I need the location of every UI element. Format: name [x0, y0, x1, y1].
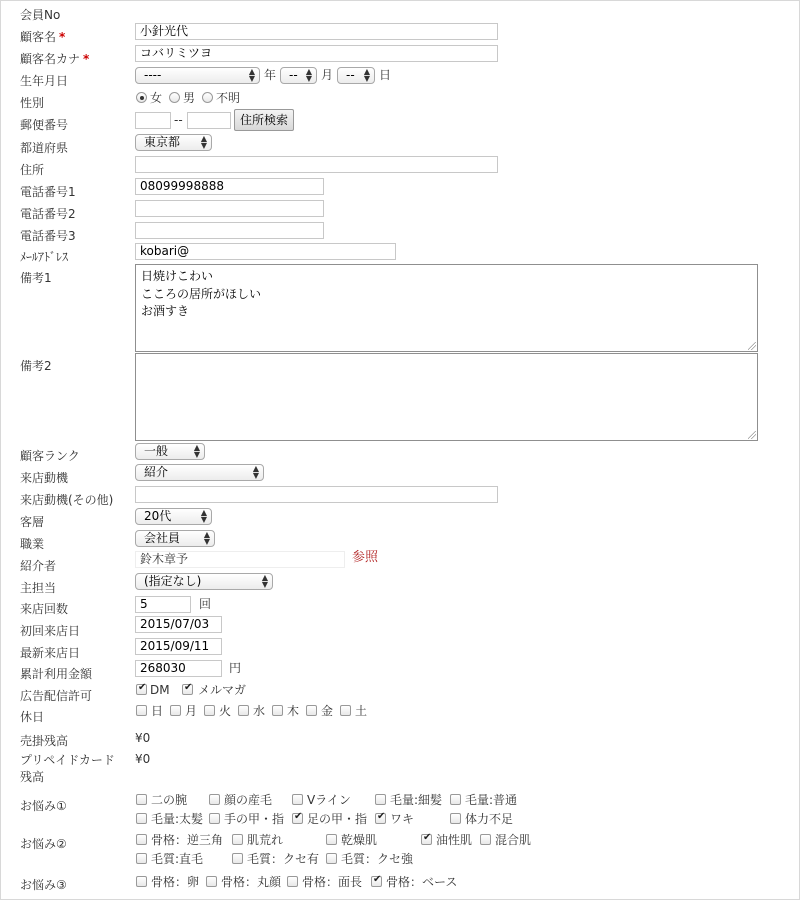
worry1-option-label: 手の甲・指 — [224, 812, 285, 826]
worry3-option-checkbox[interactable] — [206, 876, 217, 887]
worry1-option-checkbox[interactable] — [375, 794, 386, 805]
worry1-option-checkbox[interactable] — [209, 813, 220, 824]
customer-kana-label-text: 顧客名カナ — [20, 52, 81, 66]
chevron-updown-icon: ▲ ▼ — [305, 67, 312, 83]
gender-radio-male[interactable] — [169, 92, 180, 103]
worry2-option-label: 毛質:直毛 — [151, 852, 204, 866]
chevron-updown-icon: ▲ ▼ — [248, 67, 255, 83]
worry1-option-checkbox[interactable] — [375, 813, 386, 824]
gender-option-unknown: 不明 — [216, 91, 241, 105]
worry1-option-label: 顔の産毛 — [224, 793, 273, 807]
worry3-option-label: 骨格：ベース — [386, 875, 458, 889]
required-mark: * — [59, 30, 66, 44]
prepaid-label-line1: プリペイドカード — [20, 753, 115, 767]
total-amount-unit: 円 — [229, 661, 242, 675]
birth-year-value: ---- — [144, 68, 162, 82]
worry1-option-checkbox[interactable] — [450, 794, 461, 805]
email-input[interactable]: kobari@ — [135, 243, 396, 260]
member-no-label: 会員No — [20, 8, 61, 22]
worry2-option-checkbox[interactable] — [136, 834, 147, 845]
zip-search-button[interactable]: 住所検索 — [234, 109, 294, 131]
job-label: 職業 — [20, 537, 45, 551]
chevron-updown-icon: ▲ ▼ — [252, 464, 259, 480]
worry2-option-label: 毛質：クセ有 — [247, 852, 320, 866]
holiday-option-checkbox[interactable] — [170, 705, 181, 716]
zip-code-label: 郵便番号 — [20, 118, 69, 132]
reference-link[interactable]: 参照 — [352, 550, 379, 565]
birth-month-select[interactable] — [280, 67, 317, 84]
note1-line: こころの居所がほしい — [141, 286, 262, 301]
worry2-option-label: 毛質：クセ強 — [341, 852, 414, 866]
holiday-option-label: 水 — [253, 704, 266, 718]
ad-mailmag-checkbox[interactable] — [182, 684, 193, 695]
worry1-option-label: ワキ — [390, 812, 415, 826]
first-visit-input[interactable]: 2015/07/03 — [135, 616, 222, 633]
email-label: ﾒｰﾙｱﾄﾞﾚｽ — [20, 250, 69, 264]
birth-day-value: -- — [346, 68, 355, 82]
resize-grip-icon[interactable] — [748, 342, 756, 350]
worry3-option-label: 骨格：丸顔 — [221, 875, 282, 889]
prepaid-label-line2: 残高 — [20, 770, 45, 784]
holiday-option-checkbox[interactable] — [340, 705, 351, 716]
tel2-input[interactable] — [135, 200, 324, 217]
gender-label: 性別 — [20, 96, 45, 110]
age-group-value: 20代 — [144, 509, 172, 523]
worry1-option-label: Vライン — [307, 793, 351, 807]
note1-line: お酒すき — [141, 304, 190, 318]
rank-value: 一般 — [144, 444, 169, 458]
rank-select[interactable] — [135, 443, 205, 460]
age-group-label: 客層 — [20, 515, 45, 529]
holiday-option-checkbox[interactable] — [306, 705, 317, 716]
worry1-option-label: 毛量:普通 — [465, 793, 518, 807]
worry2-option-checkbox[interactable] — [136, 853, 147, 864]
tel3-input[interactable] — [135, 222, 324, 239]
visits-label: 来店回数 — [20, 602, 69, 616]
zip-code-second-input[interactable] — [187, 112, 231, 129]
chevron-updown-icon: ▲ ▼ — [203, 530, 210, 546]
tel1-label: 電話番号1 — [20, 185, 76, 199]
required-mark: * — [83, 52, 90, 66]
motive-other-input[interactable] — [135, 486, 498, 503]
worry3-option-label: 骨格：面長 — [302, 875, 363, 889]
worry2-option-checkbox[interactable] — [326, 834, 337, 845]
holiday-option-checkbox[interactable] — [204, 705, 215, 716]
visit-count-input[interactable]: 5 — [135, 596, 191, 613]
customer-kana-label — [20, 52, 89, 66]
chevron-updown-icon: ▲ ▼ — [193, 443, 200, 459]
month-unit: 月 — [321, 68, 334, 82]
holiday-option-label: 木 — [287, 704, 300, 718]
gender-option-male: 男 — [183, 91, 196, 105]
worry2-option-checkbox[interactable] — [421, 834, 432, 845]
worry2-option-checkbox[interactable] — [480, 834, 491, 845]
job-value: 会社員 — [144, 531, 181, 545]
worry1-option-label: 毛量:太髪 — [151, 812, 204, 826]
staff-label: 主担当 — [20, 581, 57, 595]
first-visit-label: 初回来店日 — [20, 624, 81, 638]
birth-month-value: -- — [289, 68, 298, 82]
prepaid-value: ¥0 — [135, 752, 151, 766]
note2-label: 備考2 — [20, 359, 52, 373]
holiday-option-checkbox[interactable] — [238, 705, 249, 716]
motive-label: 来店動機 — [20, 471, 69, 485]
day-unit: 日 — [379, 68, 392, 82]
introducer-input: 鈴木章予 — [135, 551, 345, 568]
holiday-label: 休日 — [20, 710, 45, 724]
zip-code-first-input[interactable] — [135, 112, 171, 129]
rank-label: 顧客ランク — [20, 449, 80, 463]
holiday-option-label: 金 — [321, 704, 334, 718]
holiday-option-label: 火 — [219, 704, 232, 718]
chevron-updown-icon: ▲ ▼ — [200, 508, 207, 524]
receivable-label: 売掛残高 — [20, 734, 69, 748]
ad-permit-label: 広告配信許可 — [20, 689, 93, 703]
chevron-updown-icon: ▲ ▼ — [363, 67, 370, 83]
worry2-option-label: 骨格：逆三角 — [151, 833, 224, 847]
ad-dm-checkbox[interactable] — [136, 684, 147, 695]
birth-year-select[interactable] — [135, 67, 260, 84]
holiday-option-label: 日 — [151, 704, 164, 718]
customer-name-label — [20, 30, 65, 44]
motive-select[interactable] — [135, 464, 264, 481]
introducer-label: 紹介者 — [20, 559, 57, 573]
ad-dm-label: DM — [150, 683, 170, 697]
worry1-option-label: 二の腕 — [151, 793, 188, 807]
worry1-option-checkbox[interactable] — [450, 813, 461, 824]
customer-name-label-text: 顧客名 — [20, 30, 57, 44]
last-visit-label: 最新来店日 — [20, 646, 81, 660]
worry3-option-checkbox[interactable] — [287, 876, 298, 887]
worry2-label: お悩み② — [20, 837, 67, 851]
birth-date-label: 生年月日 — [20, 74, 69, 88]
worry1-option-checkbox[interactable] — [136, 794, 147, 805]
zip-separator: -- — [174, 113, 183, 127]
customer-kana-input[interactable]: コバリミツヨ — [135, 45, 498, 62]
worry2-option-label: 混合肌 — [495, 833, 532, 847]
worry1-option-checkbox[interactable] — [209, 794, 220, 805]
holiday-option-checkbox[interactable] — [136, 705, 147, 716]
worry1-option-label: 足の甲・指 — [307, 812, 368, 826]
gender-radio-female[interactable] — [136, 92, 147, 103]
gender-radio-unknown[interactable] — [202, 92, 213, 103]
worry1-option-checkbox[interactable] — [136, 813, 147, 824]
worry3-label: お悩み③ — [20, 878, 67, 892]
motive-other-label: 来店動機(その他) — [20, 493, 114, 507]
gender-option-female: 女 — [150, 91, 163, 105]
worry1-label: お悩み① — [20, 799, 67, 813]
worry1-option-checkbox[interactable] — [292, 794, 303, 805]
worry3-option-label: 骨格：卵 — [151, 875, 200, 889]
birth-day-select[interactable] — [337, 67, 375, 84]
note1-label: 備考1 — [20, 271, 52, 285]
prefecture-label: 都道府県 — [20, 141, 69, 155]
chevron-updown-icon: ▲ ▼ — [261, 573, 268, 589]
year-unit: 年 — [264, 68, 277, 82]
job-select[interactable] — [135, 530, 215, 547]
holiday-option-checkbox[interactable] — [272, 705, 283, 716]
staff-value: (指定なし) — [144, 574, 202, 588]
address-input[interactable] — [135, 156, 498, 173]
worry2-option-checkbox[interactable] — [326, 853, 337, 864]
resize-grip-icon[interactable] — [748, 431, 756, 439]
customer-name-input[interactable]: 小針光代 — [135, 23, 498, 40]
worry1-option-label: 毛量:細髪 — [390, 793, 443, 807]
chevron-updown-icon: ▲ ▼ — [200, 134, 207, 150]
staff-select[interactable] — [135, 573, 273, 590]
note1-textarea[interactable] — [135, 264, 758, 352]
visit-count-unit: 回 — [199, 597, 212, 611]
prefecture-value: 東京都 — [144, 135, 181, 149]
total-amount-input[interactable]: 268030 — [135, 660, 222, 677]
tel3-label: 電話番号3 — [20, 229, 76, 243]
worry1-option-checkbox[interactable] — [292, 813, 303, 824]
worry3-option-checkbox[interactable] — [136, 876, 147, 887]
worry2-option-label: 肌荒れ — [247, 833, 284, 847]
age-group-select[interactable] — [135, 508, 212, 525]
holiday-option-label: 月 — [185, 704, 198, 718]
worry2-option-label: 乾燥肌 — [341, 833, 378, 847]
worry3-option-checkbox[interactable] — [371, 876, 382, 887]
ad-mailmag-label: メルマガ — [198, 683, 247, 697]
holiday-option-label: 土 — [355, 704, 368, 718]
motive-value: 紹介 — [144, 465, 169, 479]
worry2-option-checkbox[interactable] — [232, 834, 243, 845]
tel1-input[interactable]: 08099998888 — [135, 178, 324, 195]
note2-textarea[interactable] — [135, 353, 758, 441]
worry1-option-label: 体力不足 — [465, 812, 514, 826]
receivable-value: ¥0 — [135, 731, 151, 745]
total-amount-label: 累計利用金額 — [20, 667, 93, 681]
prefecture-select[interactable] — [135, 134, 212, 151]
worry2-option-label: 油性肌 — [436, 833, 473, 847]
worry2-option-checkbox[interactable] — [232, 853, 243, 864]
tel2-label: 電話番号2 — [20, 207, 76, 221]
address-label: 住所 — [20, 163, 45, 177]
last-visit-input[interactable]: 2015/09/11 — [135, 638, 222, 655]
note1-line: 日焼けこわい — [141, 269, 214, 283]
